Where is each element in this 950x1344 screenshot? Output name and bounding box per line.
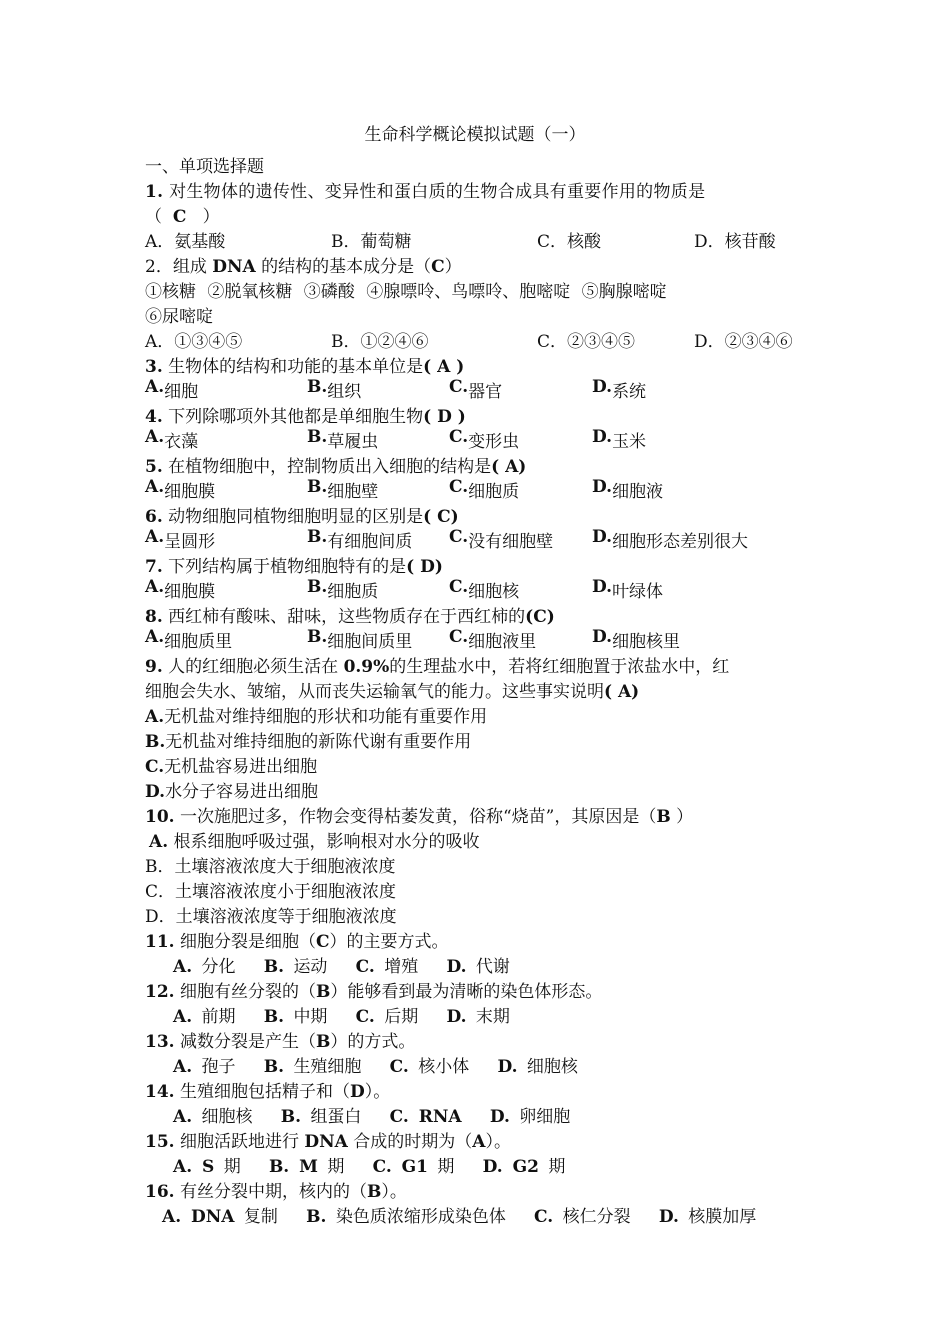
- option-d: D．②③④⑥: [694, 332, 793, 352]
- option-d: D. 核膜加厚: [658, 1207, 757, 1227]
- option-d: D. 玉米: [592, 427, 647, 452]
- question-4: [145, 402, 810, 427]
- question-8: [145, 602, 810, 627]
- option-c: C. 后期: [355, 1007, 419, 1027]
- question-6: [145, 502, 810, 527]
- option-d: D. 细胞核里: [592, 627, 681, 652]
- option-b: B.无机盐对维持细胞的新陈代谢有重要作用: [145, 732, 472, 752]
- question-text: 对生物体的遗传性、变异性和蛋白质的生物合成具有重要作用的物质是: [169, 182, 706, 202]
- option-a: A. 细胞膜: [145, 577, 216, 602]
- option-c: C. RNA: [389, 1107, 462, 1127]
- option-d: D. G2 期: [482, 1157, 566, 1177]
- question-text: 动物细胞同植物细胞明显的区别是: [168, 507, 424, 527]
- question-10: [145, 802, 810, 827]
- question-16: 16. 有丝分裂中期，核内的（B）。: [145, 1182, 407, 1202]
- question-text: 西红柿有酸味、甜味，这些物质存在于西红柿的: [168, 607, 526, 627]
- option-c: C. 变形虫: [449, 427, 520, 452]
- question-12: 12. 细胞有丝分裂的（B）能够看到最为清晰的染色体形态。: [145, 982, 603, 1002]
- option-a: A. 细胞膜: [145, 477, 216, 502]
- question-13: 13. 减数分裂是产生（B）的方式。: [145, 1032, 416, 1052]
- option-a: A．①③④⑤: [145, 332, 243, 352]
- answer: C: [315, 932, 330, 952]
- question-8-options: [145, 627, 825, 651]
- question-text: 细胞会失水、皱缩，从而丧失运输氧气的能力。这些事实说明: [145, 682, 604, 702]
- question-text: 在植物细胞中，控制物质出入细胞的结构是: [168, 457, 492, 477]
- option-d: D.水分子容易进出细胞: [145, 782, 319, 802]
- answer: B: [315, 982, 331, 1002]
- question-3: [145, 352, 810, 377]
- answer: ( A): [491, 457, 527, 477]
- question-4-options: [145, 427, 825, 451]
- question-14-options: [173, 1102, 810, 1127]
- option-d: D. 细胞液: [592, 477, 664, 502]
- question-text: 下列结构属于植物细胞特有的是: [168, 557, 407, 577]
- option-b: B. 运动: [263, 957, 328, 977]
- question-1-answer-line: [145, 202, 810, 227]
- option-b: B．土壤溶液浓度大于细胞液浓度: [145, 857, 396, 877]
- option-b: B．①②④⑥: [331, 332, 429, 352]
- option-c: C. 增殖: [355, 957, 419, 977]
- option-b: B. 组蛋白: [280, 1107, 362, 1127]
- answer: (C): [525, 607, 555, 627]
- question-14: 14. 生殖细胞包括精子和（D）。: [145, 1082, 391, 1102]
- question-2-items: ①核糖 ②脱氧核糖 ③磷酸 ④腺嘌呤、鸟嘌呤、胞嘧啶 ⑤胸腺嘧啶: [145, 282, 667, 302]
- answer: C: [172, 207, 187, 227]
- option-d: D. 末期: [446, 1007, 510, 1027]
- question-text: 的结构的基本成分是（: [255, 257, 432, 277]
- question-7: [145, 552, 810, 577]
- question-text: 下列除哪项外其他都是单细胞生物: [168, 407, 424, 427]
- paren-left: （: [145, 207, 162, 227]
- option-c: C. 细胞核: [449, 577, 520, 602]
- answer: A: [472, 1132, 486, 1152]
- question-number: 7.: [145, 557, 163, 577]
- answer: ( A): [604, 682, 640, 702]
- option-d: D. 细胞核: [497, 1057, 578, 1077]
- answer: ( A ): [423, 357, 465, 377]
- paren-right: ）: [202, 207, 220, 227]
- option-a: A.无机盐对维持细胞的形状和功能有重要作用: [145, 707, 488, 727]
- question-5: [145, 452, 810, 477]
- exam-title: 生命科学概论模拟试题（一）: [364, 125, 586, 145]
- option-d: D. 卵细胞: [489, 1107, 571, 1127]
- paren-right: ）: [444, 257, 462, 277]
- answer: B: [656, 807, 671, 827]
- question-text: 一次施肥过多，作物会变得枯萎发黄，俗称“烧苗”，其原因是（: [179, 807, 657, 827]
- question-text: 2．组成: [145, 257, 213, 277]
- question-text: 人的红细胞必须生活在: [168, 657, 344, 677]
- option-b: B．葡萄糖: [331, 232, 412, 252]
- option-c: C．土壤溶液浓度小于细胞液浓度: [145, 882, 397, 902]
- option-d: D. 叶绿体: [592, 577, 664, 602]
- option-a: A. 分化: [173, 957, 236, 977]
- option-d: D．土壤溶液浓度等于细胞液浓度: [145, 907, 397, 927]
- question-2: [145, 252, 810, 277]
- question-number: 9.: [145, 657, 163, 677]
- question-15-options: [173, 1152, 810, 1177]
- option-a: A. 衣藻: [145, 427, 199, 452]
- option-c: C. 细胞液里: [449, 627, 537, 652]
- option-c: C. 细胞质: [449, 477, 520, 502]
- option-c: C. 核小体: [389, 1057, 470, 1077]
- question-text: 生物体的结构和功能的基本单位是: [168, 357, 424, 377]
- question-1-options: [145, 227, 825, 251]
- option-a: A. 呈圆形: [145, 527, 216, 552]
- option-a: A. 孢子: [173, 1057, 236, 1077]
- option-b: B. 草履虫: [307, 427, 379, 452]
- option-c: C．②③④⑤: [537, 332, 636, 352]
- option-b: B. 生殖细胞: [263, 1057, 362, 1077]
- option-c: C. 核仁分裂: [534, 1207, 631, 1227]
- answer: C: [431, 257, 445, 277]
- question-text: 的生理盐水中，若将红细胞置于浓盐水中，红: [389, 657, 730, 677]
- question-12-options: [173, 1002, 810, 1027]
- term: DNA: [304, 1132, 348, 1152]
- question-3-options: [145, 377, 825, 401]
- option-c: C. 器官: [449, 377, 503, 402]
- option-c: C. G1 期: [372, 1157, 455, 1177]
- question-number: 11.: [145, 932, 175, 952]
- answer: B: [366, 1182, 382, 1202]
- question-number: 4.: [145, 407, 163, 427]
- answer: B: [315, 1032, 331, 1052]
- answer: ( D ): [423, 407, 466, 427]
- question-number: 10.: [145, 807, 175, 827]
- option-c: C.无机盐容易进出细胞: [145, 757, 318, 777]
- question-9: [145, 652, 810, 677]
- option-a: A. 细胞核: [173, 1107, 253, 1127]
- option-b: B. 染色质浓缩形成染色体: [306, 1207, 506, 1227]
- question-15: 15. 细胞活跃地进行 DNA 合成的时期为（A）。: [145, 1132, 511, 1152]
- option-d: D．核苷酸: [694, 232, 776, 252]
- question-2-items-cont: ⑥尿嘧啶: [145, 307, 213, 327]
- option-b: B. 组织: [307, 377, 362, 402]
- option-d: D. 细胞形态差别很大: [592, 527, 749, 552]
- question-11-options: [173, 952, 810, 977]
- question-number: 6.: [145, 507, 163, 527]
- option-a: A. S 期: [173, 1157, 241, 1177]
- question-7-options: [145, 577, 825, 601]
- option-a: A. 根系细胞呼吸过强，影响根对水分的吸收: [149, 832, 480, 852]
- question-6-options: [145, 527, 825, 551]
- answer: D: [349, 1082, 365, 1102]
- option-b: B. 有细胞间质: [307, 527, 413, 552]
- question-9-cont: [145, 677, 810, 702]
- question-number: 16.: [145, 1182, 175, 1202]
- question-number: 14.: [145, 1082, 175, 1102]
- question-number: 8.: [145, 607, 163, 627]
- option-a: A．氨基酸: [145, 232, 226, 252]
- question-number: 3.: [145, 357, 163, 377]
- option-b: B. 中期: [263, 1007, 328, 1027]
- term: DNA: [212, 257, 256, 277]
- option-a: A. 细胞质里: [145, 627, 233, 652]
- option-a: A. 细胞: [145, 377, 199, 402]
- section-heading: 一、单项选择题: [145, 157, 264, 177]
- option-c: C．核酸: [537, 232, 602, 252]
- question-16-options: [162, 1202, 810, 1227]
- question-number: 13.: [145, 1032, 175, 1052]
- answer: ( D): [406, 557, 443, 577]
- option-d: D. 系统: [592, 377, 647, 402]
- question-5-options: [145, 477, 825, 501]
- option-b: B. 细胞壁: [307, 477, 379, 502]
- option-a: A. 前期: [173, 1007, 236, 1027]
- option-b: B. 细胞间质里: [307, 627, 413, 652]
- answer: ( C): [423, 507, 459, 527]
- paren-right: ）: [670, 807, 694, 827]
- option-a: A. DNA 复制: [162, 1207, 278, 1227]
- term: 0.9%: [343, 657, 390, 677]
- question-number: 15.: [145, 1132, 175, 1152]
- option-b: B. 细胞质: [307, 577, 379, 602]
- option-c: C. 没有细胞壁: [449, 527, 554, 552]
- question-number: 12.: [145, 982, 175, 1002]
- question-2-options: [145, 327, 825, 351]
- question-number: 5.: [145, 457, 163, 477]
- option-d: D. 代谢: [446, 957, 510, 977]
- question-1: [145, 177, 810, 202]
- question-number: 1.: [145, 182, 164, 202]
- question-11: 11. 细胞分裂是细胞（C）的主要方式。: [145, 932, 449, 952]
- option-b: B. M 期: [268, 1157, 345, 1177]
- question-13-options: [173, 1052, 810, 1077]
